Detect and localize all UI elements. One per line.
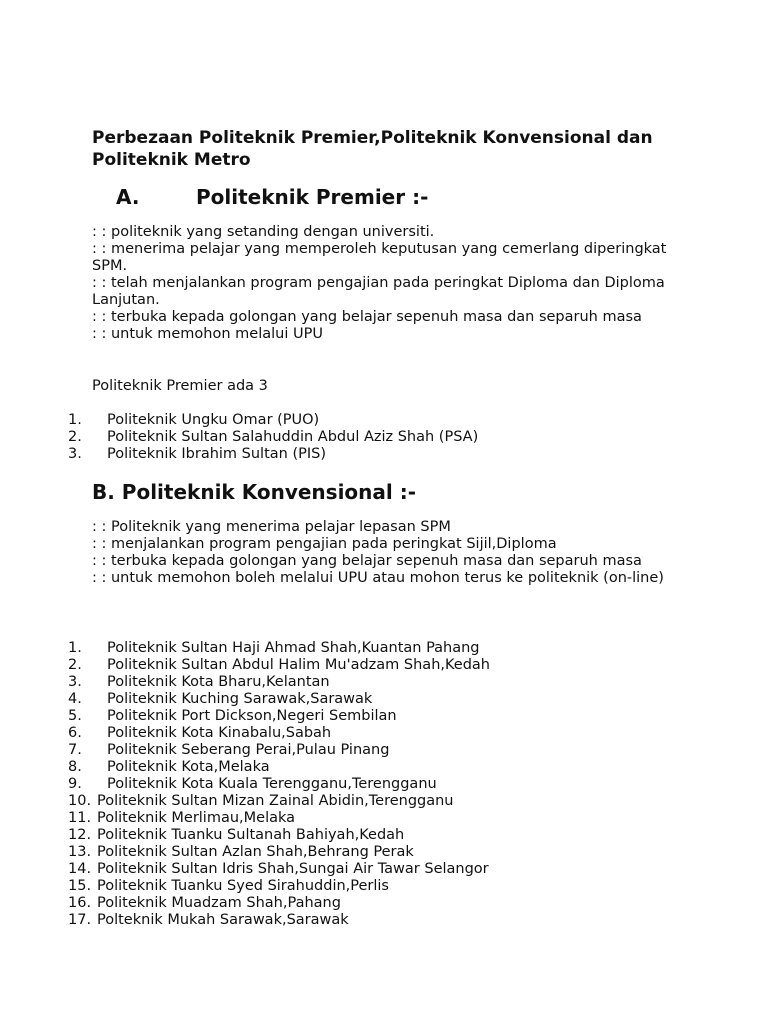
list-number: 12. — [68, 827, 92, 843]
konvensional-list — [68, 640, 708, 929]
list-number: 10. — [68, 793, 92, 809]
list-item — [68, 793, 708, 810]
premier-count-text: Politeknik Premier ada 3 — [92, 378, 268, 394]
list-text: Politeknik Kota Kinabalu,Sabah — [107, 725, 332, 741]
list-item — [68, 810, 708, 827]
point-item: : : menerima pelajar yang memperoleh keputusan yang cemerlang diperingkat SPM. — [92, 241, 667, 274]
list-item — [68, 657, 708, 674]
list-number: 2. — [68, 429, 82, 445]
list-text: Politeknik Muadzam Shah,Pahang — [97, 895, 341, 911]
list-number: 17. — [68, 912, 92, 928]
list-item — [68, 861, 708, 878]
list-item — [68, 827, 708, 844]
list-item — [68, 674, 708, 691]
premier-list — [68, 412, 708, 463]
section-a-letter: A. — [116, 185, 140, 209]
list-number: 14. — [68, 861, 92, 877]
document-title: Perbezaan Politeknik Premier,Politeknik Konvensional dan Politeknik Metro — [92, 128, 653, 170]
list-text: Politeknik Kota Bharu,Kelantan — [107, 674, 330, 690]
list-item — [68, 412, 708, 429]
point-item: : : untuk memohon boleh melalui UPU atau mohon terus ke politeknik (on-line) — [92, 570, 664, 586]
list-number: 7. — [68, 742, 82, 758]
list-number: 5. — [68, 708, 82, 724]
list-item — [68, 429, 708, 446]
list-item — [68, 691, 708, 708]
list-text: Politeknik Ungku Omar (PUO) — [107, 412, 320, 428]
list-number: 15. — [68, 878, 92, 894]
list-item — [68, 844, 708, 861]
list-text: Politeknik Sultan Abdul Halim Mu'adzam Shah,Kedah — [107, 657, 490, 673]
list-text: Polteknik Mukah Sarawak,Sarawak — [97, 912, 349, 928]
point-item: : : terbuka kepada golongan yang belajar sepenuh masa dan separuh masa — [92, 553, 642, 569]
list-text: Politeknik Sultan Haji Ahmad Shah,Kuantan Pahang — [107, 640, 480, 656]
list-text: Politeknik Kota Kuala Terengganu,Terengganu — [107, 776, 437, 792]
list-item — [68, 878, 708, 895]
list-number: 8. — [68, 759, 82, 775]
list-item — [68, 912, 708, 929]
list-text: Politeknik Tuanku Syed Sirahuddin,Perlis — [97, 878, 389, 894]
point-item: : : Politeknik yang menerima pelajar lepasan SPM — [92, 519, 451, 535]
list-item — [68, 446, 708, 463]
list-number: 2. — [68, 657, 82, 673]
list-text: Politeknik Merlimau,Melaka — [97, 810, 296, 826]
list-text: Politeknik Ibrahim Sultan (PIS) — [107, 446, 326, 462]
list-text: Politeknik Kuching Sarawak,Sarawak — [107, 691, 373, 707]
list-number: 1. — [68, 640, 82, 656]
section-b-points — [92, 519, 682, 587]
list-text: Politeknik Sultan Azlan Shah,Behrang Perak — [97, 844, 414, 860]
list-number: 9. — [68, 776, 82, 792]
list-number: 4. — [68, 691, 82, 707]
section-a-title: Politeknik Premier :- — [196, 185, 429, 209]
list-item — [68, 708, 708, 725]
list-text: Politeknik Seberang Perai,Pulau Pinang — [107, 742, 390, 758]
list-text: Politeknik Tuanku Sultanah Bahiyah,Kedah — [97, 827, 405, 843]
list-text: Politeknik Kota,Melaka — [107, 759, 270, 775]
section-a-points — [92, 224, 682, 343]
list-item — [68, 725, 708, 742]
list-item — [68, 895, 708, 912]
section-a-heading — [116, 184, 428, 210]
list-number: 11. — [68, 810, 92, 826]
point-item: : : politeknik yang setanding dengan universiti. — [92, 224, 435, 240]
list-number: 16. — [68, 895, 92, 911]
list-item — [68, 759, 708, 776]
point-item: : : terbuka kepada golongan yang belajar sepenuh masa dan separuh masa — [92, 309, 642, 325]
point-item: : : menjalankan program pengajian pada peringkat Sijil,Diploma — [92, 536, 557, 552]
list-item — [68, 776, 708, 793]
section-b-heading: B. Politeknik Konvensional :- — [92, 480, 417, 504]
list-text: Politeknik Port Dickson,Negeri Sembilan — [107, 708, 397, 724]
list-text: Politeknik Sultan Mizan Zainal Abidin,Terengganu — [97, 793, 454, 809]
list-number: 3. — [68, 446, 82, 462]
point-item: : : telah menjalankan program pengajian pada peringkat Diploma dan Diploma Lanjutan. — [92, 275, 665, 308]
list-number: 13. — [68, 844, 92, 860]
list-item — [68, 742, 708, 759]
list-number: 1. — [68, 412, 82, 428]
list-text: Politeknik Sultan Idris Shah,Sungai Air Tawar Selangor — [97, 861, 489, 877]
list-text: Politeknik Sultan Salahuddin Abdul Aziz Shah (PSA) — [107, 429, 479, 445]
list-item — [68, 640, 708, 657]
point-item: : : untuk memohon melalui UPU — [92, 326, 323, 342]
list-number: 3. — [68, 674, 82, 690]
list-number: 6. — [68, 725, 82, 741]
